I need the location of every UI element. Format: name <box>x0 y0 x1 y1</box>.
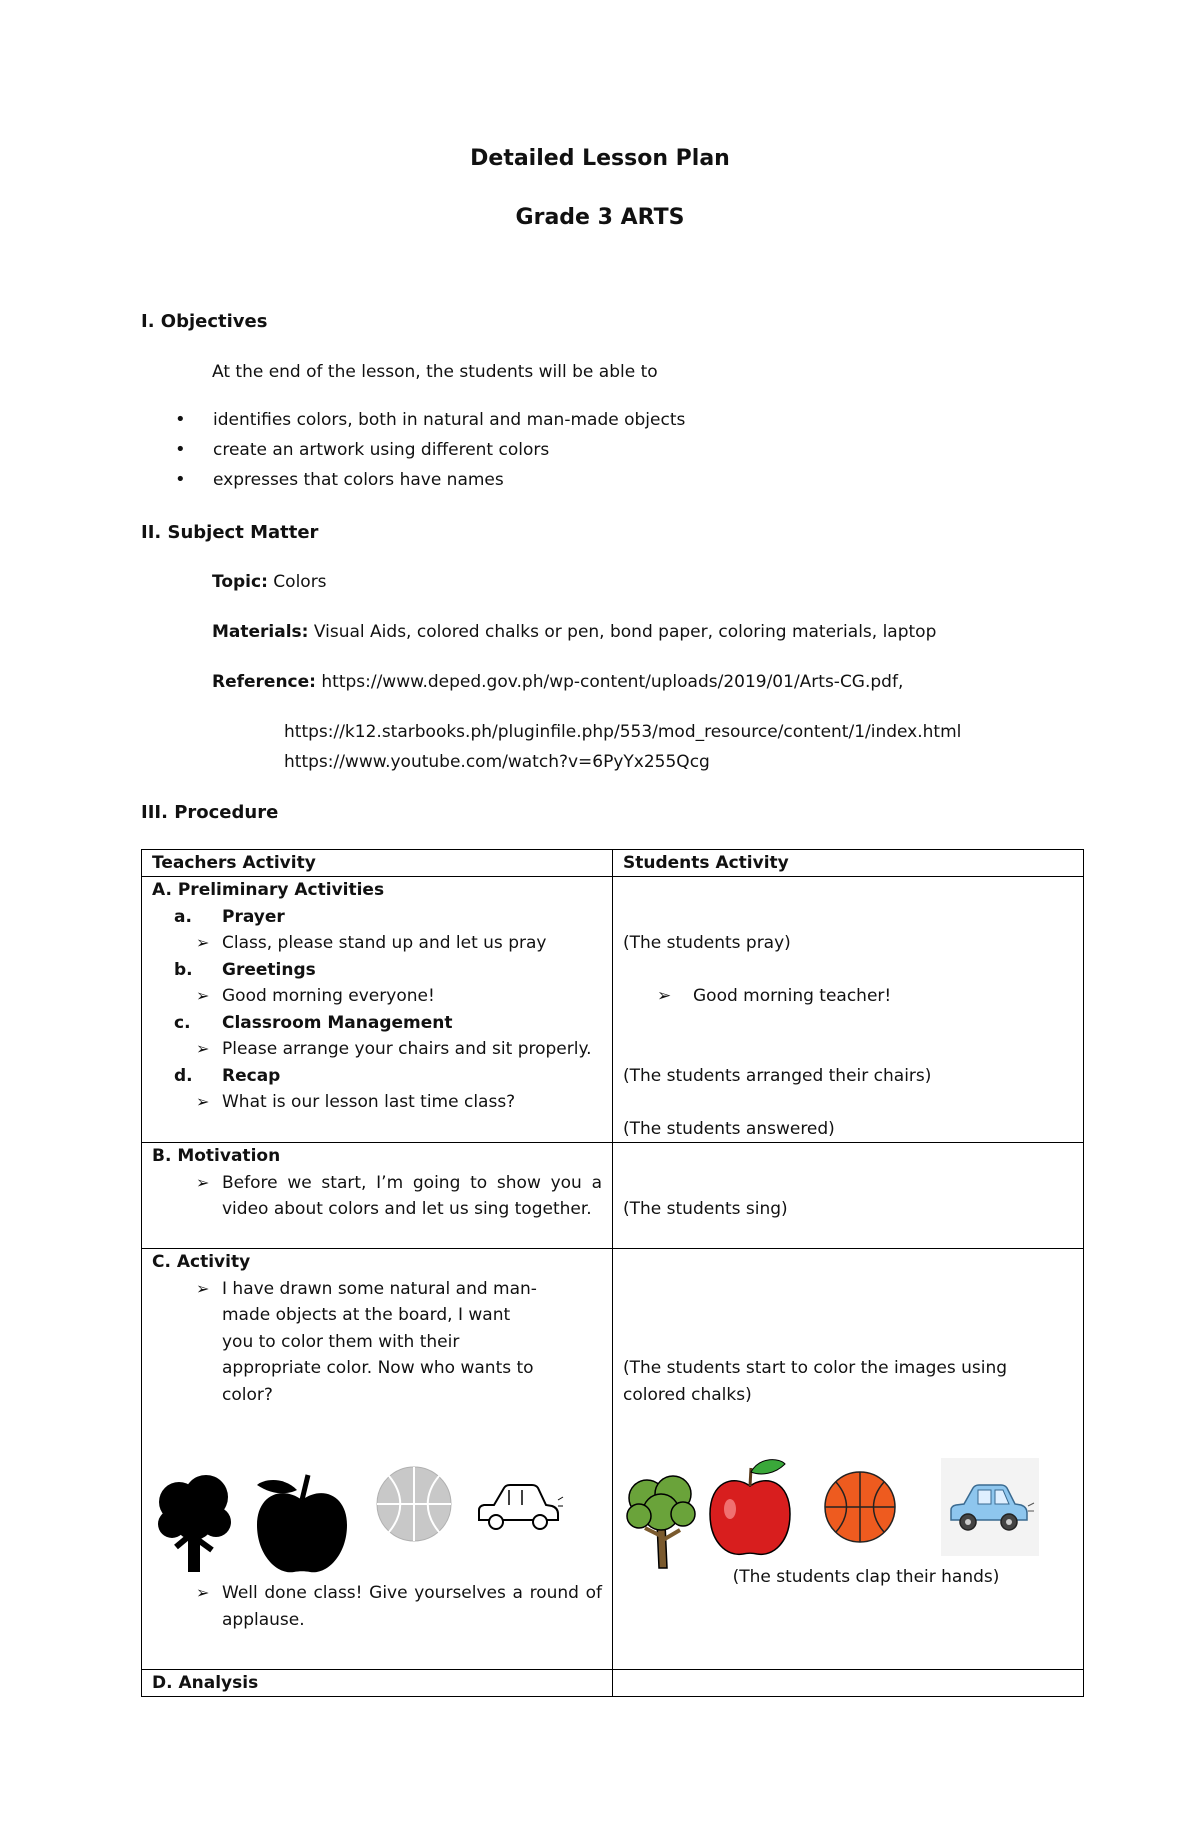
student-response: (The students start to color the images using colored chalks) <box>623 1358 1008 1405</box>
materials-label: Materials: <box>212 622 309 642</box>
table-row <box>142 877 1084 1143</box>
table-row <box>142 1249 1084 1670</box>
section-heading: C. Activity <box>152 1252 251 1272</box>
page-title: Detailed Lesson Plan <box>470 146 730 171</box>
materials-line <box>212 622 936 642</box>
arrow-bullet-icon: ➢ <box>196 1039 210 1058</box>
page-subtitle: Grade 3 ARTS <box>515 205 685 230</box>
reference-link[interactable]: https://k12.starbooks.ph/pluginfile.php/553/mod_resource/content/1/index.html <box>284 722 962 742</box>
section-heading: A. Preliminary Activities <box>152 880 385 900</box>
arrow-item <box>152 1580 602 1633</box>
arrow-item <box>152 1036 602 1063</box>
item-letter: c. <box>174 1012 191 1033</box>
student-response: (The students pray) <box>623 933 791 953</box>
student-response <box>623 983 1073 1010</box>
reference-link[interactable]: https://www.deped.gov.ph/wp-content/uploads/2019/01/Arts-CG.pdf, <box>321 672 904 692</box>
objectives-list <box>141 408 685 498</box>
arrow-bullet-icon: ➢ <box>196 1172 210 1192</box>
objectives-intro: At the end of the lesson, the students will be able to <box>212 362 658 382</box>
item-text: Please arrange your chairs and sit properly. <box>222 1039 592 1059</box>
item-text: What is our lesson last time class? <box>222 1092 516 1112</box>
item-letter: a. <box>174 906 192 927</box>
uncolored-images <box>152 1470 602 1580</box>
basketball-icon <box>823 1470 897 1544</box>
item-text: I have drawn some natural and man-made objects at the board, I want you to color them with their appropriate color. Now who wants to color? <box>222 1278 537 1405</box>
apple-colored-icon <box>705 1454 795 1558</box>
col-student-header: Students Activity <box>613 850 1084 877</box>
sub-item <box>152 1063 602 1090</box>
item-letter: d. <box>174 1065 193 1086</box>
materials-value: Visual Aids, colored chalks or pen, bond paper, coloring materials, laptop <box>313 622 937 642</box>
car-outline-icon <box>474 1480 564 1540</box>
item-title: Classroom Management <box>222 1012 453 1033</box>
tree-colored-icon <box>625 1468 697 1572</box>
student-cell <box>613 1670 1084 1697</box>
procedure-table <box>141 849 1084 1697</box>
item-title: Recap <box>222 1065 281 1086</box>
arrow-bullet-icon: ➢ <box>657 986 672 1006</box>
arrow-item <box>152 1170 602 1223</box>
subject-matter-heading: II. Subject Matter <box>141 522 319 543</box>
arrow-bullet-icon: ➢ <box>196 1278 210 1298</box>
teacher-cell <box>142 877 613 1143</box>
objective-item: • expresses that colors have names <box>141 468 685 498</box>
student-response: (The students answered) <box>623 1118 835 1139</box>
item-title: Greetings <box>222 959 316 980</box>
student-cell <box>613 1143 1084 1249</box>
section-heading: D. Analysis <box>142 1670 613 1697</box>
arrow-item <box>152 1276 602 1409</box>
reference-label: Reference: <box>212 672 316 692</box>
item-text: Good morning teacher! <box>693 986 892 1006</box>
arrow-item <box>152 1089 602 1116</box>
arrow-item <box>152 983 602 1010</box>
table-row <box>142 1143 1084 1249</box>
item-title: Prayer <box>222 906 285 927</box>
reference-link[interactable]: https://www.youtube.com/watch?v=6PyYx255Qcg <box>284 752 710 772</box>
teacher-cell <box>142 1143 613 1249</box>
arrow-bullet-icon: ➢ <box>196 1092 210 1111</box>
teacher-cell <box>142 1249 613 1670</box>
gray-ball-icon <box>374 1464 454 1544</box>
arrow-bullet-icon: ➢ <box>196 1583 210 1602</box>
item-letter: b. <box>174 959 193 980</box>
table-row <box>142 1670 1084 1697</box>
colored-images <box>623 1468 1073 1578</box>
table-header-row <box>142 850 1084 877</box>
arrow-bullet-icon: ➢ <box>196 986 210 1005</box>
topic-label: Topic: <box>212 572 268 592</box>
sub-item <box>152 957 602 984</box>
arrow-item <box>152 930 602 957</box>
section-heading: B. Motivation <box>152 1146 281 1166</box>
item-text: Before we start, I’m going to show you a video about colors and let us sing together. <box>222 1172 602 1219</box>
sub-item <box>152 1010 602 1037</box>
objective-item: • identifies colors, both in natural and man-made objects <box>141 408 685 438</box>
objective-item: • create an artwork using different colors <box>141 438 685 468</box>
student-cell <box>613 877 1084 1143</box>
sub-item <box>152 904 602 931</box>
topic-value: Colors <box>273 572 327 592</box>
tree-silhouette-icon <box>154 1472 234 1574</box>
item-text: Good morning everyone! <box>222 986 435 1006</box>
topic-line <box>212 572 327 592</box>
student-response: (The students arranged their chairs) <box>623 1065 932 1086</box>
apple-silhouette-icon <box>252 1470 352 1576</box>
car-colored-icon <box>941 1458 1039 1556</box>
student-cell <box>613 1249 1084 1670</box>
item-text: Class, please stand up and let us pray <box>222 933 547 953</box>
reference-line <box>212 672 903 692</box>
student-response: (The students sing) <box>623 1199 788 1219</box>
procedure-heading: III. Procedure <box>141 802 279 823</box>
student-response: (The students clap their hands) <box>732 1567 1000 1587</box>
objectives-heading: I. Objectives <box>141 311 268 332</box>
col-teacher-header: Teachers Activity <box>142 850 613 877</box>
item-text: Well done class! Give yourselves a round of applause. <box>222 1583 602 1630</box>
arrow-bullet-icon: ➢ <box>196 933 210 952</box>
